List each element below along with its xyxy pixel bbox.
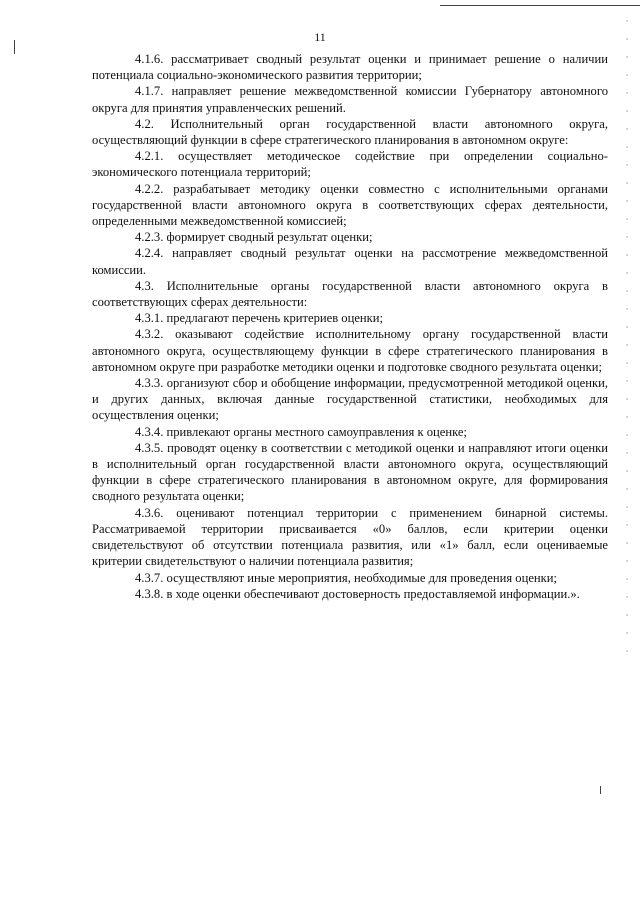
paragraph-4-3-3: 4.3.3. организуют сбор и обобщение информации, предусмотренной методикой оценки, и других данных, включая данные государственной статистики, необходимых для осуществления оценки; <box>92 376 608 423</box>
paragraph-4-2: 4.2. Исполнительный орган государственной власти автономного округа, осуществляющий функции в сфере стратегического планирования в автономном округе: <box>92 116 608 148</box>
paragraph-4-3-8: 4.3.8. в ходе оценки обеспечивают достоверность предоставляемой информации.». <box>135 586 580 601</box>
paragraph-4-1-7: 4.1.7. направляет решение межведомственной комиссии Губернатору автономного округа для принятия управленческих решений. <box>92 84 608 115</box>
paragraph-4-1-6: 4.1.6. рассматривает сводный результат оценки и принимает решение о наличии потенциала социально-экономического развития территории; <box>92 52 608 83</box>
scan-right-mark <box>600 786 601 794</box>
paragraph-4-3-4: 4.3.4. привлекают органы местного самоуправления к оценке; <box>135 424 467 439</box>
paragraph-4-3-2: 4.3.2. оказывают содействие исполнительному органу государственной власти автономного округа, осуществляющему функции в сфере стратегического планирования в автономном округе при разработке методики оценки и подготовке сводного результата оценки; <box>92 327 608 374</box>
paragraph-4-2-4: 4.2.4. направляет сводный результат оценки на рассмотрение межведомственной комиссии. <box>92 246 608 277</box>
document-body <box>92 51 608 602</box>
scan-top-rule <box>440 5 640 6</box>
paragraph-4-3-1: 4.3.1. предлагают перечень критериев оценки; <box>135 311 384 326</box>
page-number: 11 <box>314 30 326 44</box>
paragraph-4-2-2: 4.2.2. разрабатывает методику оценки совместно с исполнительными органами государственной власти автономного округа в соответствующих сферах деятельности, определенными межведомственной комиссией; <box>92 181 608 229</box>
scan-right-dots <box>626 20 628 660</box>
paragraph-4-2-1: 4.2.1. осуществляет методическое содействие при определении социально-экономического потенциала территорий; <box>92 149 608 180</box>
paragraph-4-2-3: 4.2.3. формирует сводный результат оценки; <box>135 230 373 245</box>
paragraph-4-3-7: 4.3.7. осуществляют иные мероприятия, необходимые для проведения оценки; <box>135 570 558 585</box>
paragraph-4-3: 4.3. Исполнительные органы государственной власти автономного округа в соответствующих сферах деятельности: <box>92 278 608 310</box>
paragraph-4-3-6: 4.3.6. оценивают потенциал территории с применением бинарной системы. Рассматриваемой территории присваивается «0» баллов, если критерии оценки свидетельствуют об отсутствии потенциала развития, или «1» балл, если оцениваемые критерии свидетельствуют о наличии потенциала развития; <box>92 505 608 569</box>
paragraph-4-3-5: 4.3.5. проводят оценку в соответствии с методикой оценки и направляют итоги оценки в исполнительный орган государственной власти автономного округа, осуществляющий функции в сфере стратегического планирования в автономном округе, для формирования сводного результата оценки; <box>92 440 608 504</box>
